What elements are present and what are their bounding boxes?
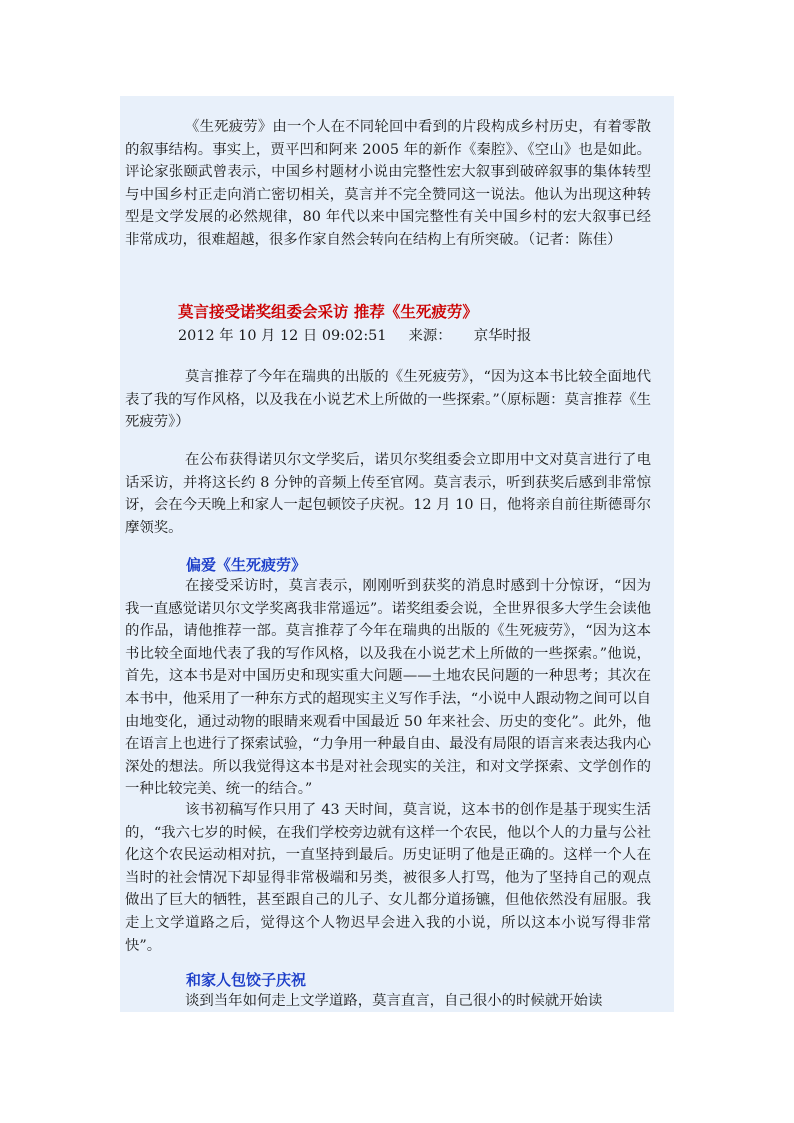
paragraph-recommend: 莫言推荐了今年在瑞典的出版的《生死疲劳》，“因为这本书比较全面地代表了我的写作风格，以及我在小说艺术上所做的一些探索。”（原标题：莫言推荐《生死疲劳》） — [125, 369, 651, 431]
paragraph-favorite-2: 该书初稿写作只用了 43 天时间，莫言说，这本书的创作是基于现实生活的，“我六七岁的时候，在我们学校旁边就有这样一个农民，他以个人的力量与公社化这个农民运动相对抗，一直坚持到最后。历史证明了他是正确的。这样一个人在当时的社会情况下却显得非常极端和另类，被很多人打骂，他为了坚持自己的观点做出了巨大的牺牲，甚至跟自己的儿子、女儿都分道扬镳，但他依然没有屈服。我走上文学道路之后，觉得这个人物迟早会进入我的小说，所以这本小说写得非常快”。 — [125, 802, 651, 954]
paragraph-favorite-1: 在接受采访时，莫言表示，刚刚听到获奖的消息时感到十分惊讶，“因为我一直感觉诺贝尔文学奖离我非常遥远”。诺奖组委会说，全世界很多大学生会读他的作品，请他推荐一部。莫言推荐了今年在瑞典的出版的《生死疲劳》，“因为这本书比较全面地代表了我的写作风格，以及我在小说艺术上所做的一些探索。”他说，首先，这本书是对中国历史和现实重大问题——土地农民问题的一种思考；其次在本书中，他采用了一种东方式的超现实主义写作手法，“小说中人跟动物之间可以自由地变化，通过动物的眼睛来观看中国最近 50 年来社会、历史的变化”。此外，他在语言上也进行了探索试验，“力争用一种最自由、最没有局限的语言来表达我内心深处的想法。所以我觉得这本书是对社会现实的关注，和对文学探索、文学创作的一种比较完美、统一的结合。” — [125, 578, 651, 798]
source-name: 京华时报 — [473, 328, 532, 344]
section-title-dumplings: 和家人包饺子庆祝 — [186, 971, 307, 989]
source-label: 来源： — [408, 328, 452, 344]
section-title-favorite: 偏爱《生死疲劳》 — [186, 556, 307, 574]
article-meta — [178, 324, 553, 345]
paragraph-dumplings: 谈到当年如何走上文学道路，莫言直言，自己很小的时候就开始读 — [185, 993, 603, 1009]
paragraph-phone-interview: 在公布获得诺贝尔文学奖后，诺贝尔奖组委会立即用中文对莫言进行了电话采访，并将这长约 8 分钟的音频上传至官网。莫言表示，听到获奖后感到非常惊讶，会在今天晚上和家人一起包顿饺子庆祝。12 月 10 日，他将亲自前往斯德哥尔摩领奖。 — [125, 452, 651, 536]
paragraph-shengsi-structure: 《生死疲劳》由一个人在不同轮回中看到的片段构成乡村历史，有着零散的叙事结构。事实上，贾平凹和阿来 2005 年的新作《秦腔》、《空山》也是如此。评论家张颐武曾表示，中国乡村题材小说由完整性宏大叙事到破碎叙事的集体转型与中国乡村正走向消亡密切相关，莫言并不完全赞同这一说法。他认为出现这种转型是文学发展的必然规律，80 年代以来中国完整性有关中国乡村的宏大叙事已经非常成功，很难超越，很多作家自然会转向在结构上有所突破。（记者：陈佳） — [125, 119, 651, 248]
article-date: 2012 年 10 月 12 日 09:02:51 — [178, 328, 387, 344]
article-title[interactable]: 莫言接受诺奖组委会采访 推荐《生死疲劳》 — [178, 302, 478, 321]
